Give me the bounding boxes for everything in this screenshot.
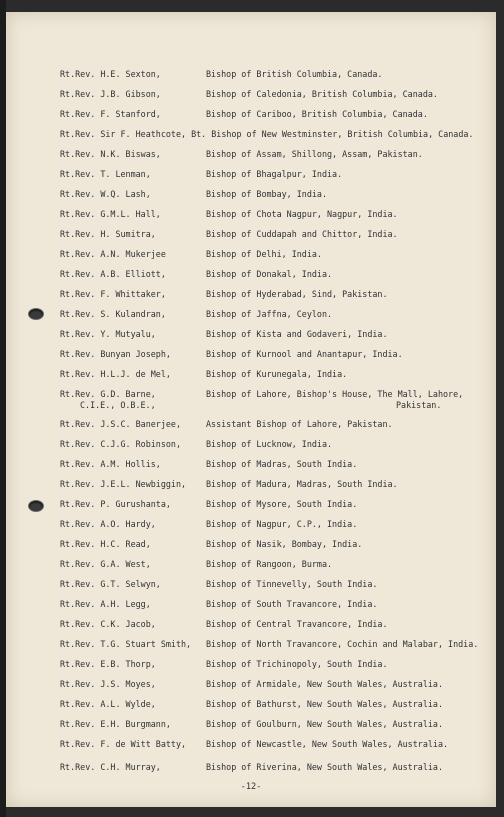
bishop-name: Rt.Rev. C.H. Murray, (60, 762, 161, 772)
bishop-name: Rt.Rev. J.S. Moyes, (60, 679, 156, 689)
bishop-name: Rt.Rev. G.M.L. Hall, (60, 209, 161, 219)
bishop-name: Rt.Rev. A.O. Hardy, (60, 519, 156, 529)
bishop-name: Rt.Rev. A.N. Mukerjee (60, 249, 166, 259)
bishop-name: Rt.Rev. J.E.L. Newbiggin, (60, 479, 187, 489)
bishop-name: Rt.Rev. J.B. Gibson, (60, 89, 161, 99)
bishop-name: Rt.Rev. A.H. Legg, (60, 599, 151, 609)
bishop-name: Rt.Rev. C.J.G. Robinson, (60, 439, 182, 449)
bishop-name: Rt.Rev. T. Lenman, (60, 169, 151, 179)
bishop-name: Rt.Rev. F. Whittaker, (60, 289, 166, 299)
bishop-name: Rt.Rev. Y. Mutyalu, (60, 329, 156, 339)
bishop-name: Rt.Rev. H.E. Sexton, (60, 69, 161, 79)
bishop-name: Rt.Rev. C.K. Jacob, (60, 619, 156, 629)
bishop-name: Rt.Rev. S. Kulandran, (60, 309, 166, 319)
bishop-see: Bishop of Lucknow, India. (206, 439, 333, 449)
bishop-name: Rt.Rev. A.B. Elliott, (60, 269, 166, 279)
bishop-see: Bishop of Tinnevelly, South India. (206, 579, 378, 589)
bishop-see: Bishop of Caledonia, British Columbia, Canada. (206, 89, 438, 99)
bishop-name: Rt.Rev. H. Sumitra, (60, 229, 156, 239)
bishop-see: Bishop of North Travancore, Cochin and Malabar, India. (206, 639, 479, 649)
page-number: -12- (240, 782, 262, 792)
bishop-name: Rt.Rev. P. Gurushanta, (60, 499, 171, 509)
bishop-name: Rt.Rev. F. de Witt Batty, (60, 739, 187, 749)
bishop-see: Bishop of Newcastle, New South Wales, Australia. (206, 739, 449, 749)
punch-hole-icon (28, 500, 44, 512)
bishop-see: Bishop of Nasik, Bombay, India. (206, 539, 363, 549)
bishop-name: Rt.Rev. H.L.J. de Mel, (60, 369, 171, 379)
bishop-see: Bishop of Lahore, Bishop's House, The Mall, Lahore, (206, 389, 464, 399)
bishop-see: Bishop of Kista and Godaveri, India. (206, 329, 388, 339)
bishop-name: Rt.Rev. Bunyan Joseph, (60, 349, 171, 359)
bishop-see: Bishop of Delhi, India. (206, 249, 322, 259)
bishop-name: Rt.Rev. Sir F. Heathcote, Bt. Bishop of New Westminster, British Columbia, Canada. (60, 129, 474, 139)
bishop-see: Bishop of Donakal, India. (206, 269, 333, 279)
punch-hole-icon (28, 308, 44, 320)
bishop-name: Rt.Rev. E.H. Burgmann, (60, 719, 171, 729)
bishop-see: Bishop of Cuddapah and Chittor, India. (206, 229, 398, 239)
bishop-see: Bishop of Kurnool and Anantapur, India. (206, 349, 403, 359)
bishop-see: Bishop of Assam, Shillong, Assam, Pakistan. (206, 149, 423, 159)
bishop-see: Bishop of Bhagalpur, India. (206, 169, 343, 179)
bishop-name: Rt.Rev. E.B. Thorp, (60, 659, 156, 669)
bishop-see: Bishop of British Columbia, Canada. (206, 69, 383, 79)
bishop-name: Rt.Rev. F. Stanford, (60, 109, 161, 119)
bishop-see: Bishop of Riverina, New South Wales, Australia. (206, 762, 443, 772)
bishop-see: Bishop of South Travancore, India. (206, 599, 378, 609)
bishop-see: Bishop of Madura, Madras, South India. (206, 479, 398, 489)
bishop-see: Bishop of Kurunegala, India. (206, 369, 348, 379)
bishop-name: Rt.Rev. G.T. Selwyn, (60, 579, 161, 589)
bishop-see: Bishop of Nagpur, C.P., India. (206, 519, 358, 529)
bishop-honours: C.I.E., O.B.E., (80, 400, 156, 410)
bishop-see: Bishop of Central Travancore, India. (206, 619, 388, 629)
bishop-name: Rt.Rev. A.M. Hollis, (60, 459, 161, 469)
bishop-see: Bishop of Rangoon, Burma. (206, 559, 333, 569)
bishop-name: Rt.Rev. N.K. Biswas, (60, 149, 161, 159)
bishop-see: Bishop of Armidale, New South Wales, Australia. (206, 679, 443, 689)
bishop-see: Bishop of Bombay, India. (206, 189, 328, 199)
bishop-see: Assistant Bishop of Lahore, Pakistan. (206, 419, 393, 429)
document-page (6, 12, 496, 807)
bishop-see: Bishop of Hyderabad, Sind, Pakistan. (206, 289, 388, 299)
bishop-name: Rt.Rev. T.G. Stuart Smith, (60, 639, 192, 649)
bishop-name: Rt.Rev. G.D. Barne, (60, 389, 156, 399)
bishop-name: Rt.Rev. J.S.C. Banerjee, (60, 419, 182, 429)
bishop-see: Bishop of Cariboo, British Columbia, Canada. (206, 109, 428, 119)
bishop-name: Rt.Rev. G.A. West, (60, 559, 151, 569)
bishop-name: Rt.Rev. W.Q. Lash, (60, 189, 151, 199)
bishop-see: Bishop of Chota Nagpur, Nagpur, India. (206, 209, 398, 219)
bishop-see: Bishop of Trichinopoly, South India. (206, 659, 388, 669)
bishop-see: Bishop of Madras, South India. (206, 459, 358, 469)
bishop-see: Bishop of Goulburn, New South Wales, Australia. (206, 719, 443, 729)
bishop-see: Bishop of Mysore, South India. (206, 499, 358, 509)
bishop-see-continued: Pakistan. (396, 400, 442, 410)
bishop-name: Rt.Rev. H.C. Read, (60, 539, 151, 549)
bishop-see: Bishop of Jaffna, Ceylon. (206, 309, 333, 319)
bishop-name: Rt.Rev. A.L. Wylde, (60, 699, 156, 709)
bishop-see: Bishop of Bathurst, New South Wales, Australia. (206, 699, 443, 709)
